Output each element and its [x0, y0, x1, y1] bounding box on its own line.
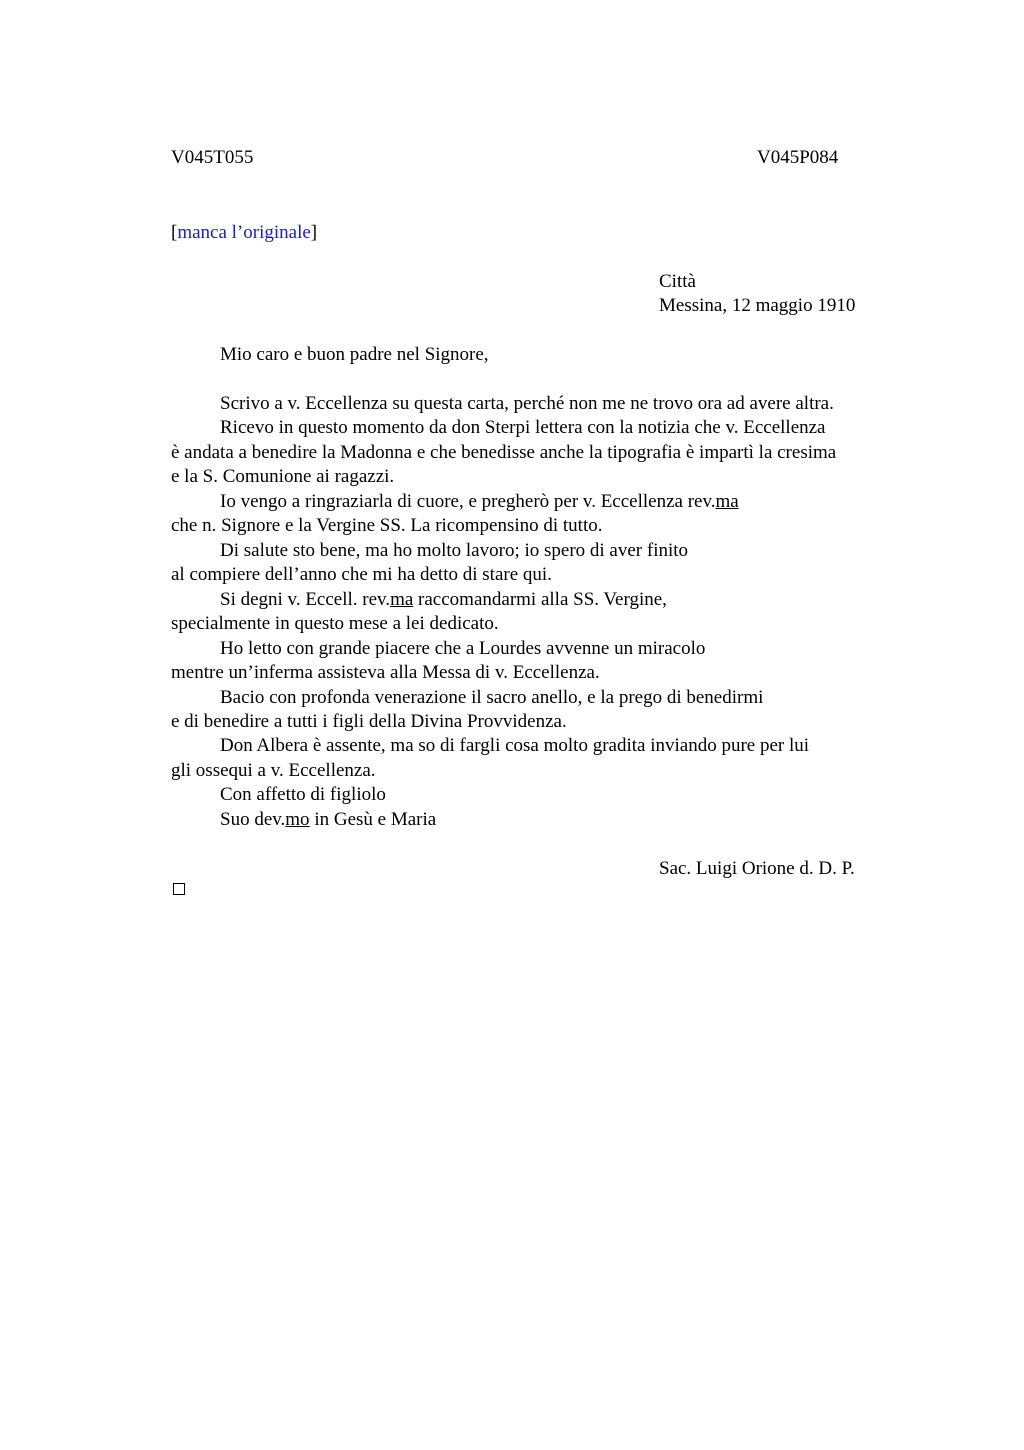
body-line: e la S. Comunione ai ragazzi. [171, 466, 395, 487]
end-marker-square-icon [173, 883, 185, 895]
body-line: e di benedire a tutti i figli della Divina Provvidenza. [171, 711, 567, 732]
editorial-note [171, 221, 317, 245]
body-text: raccomandarmi alla SS. Vergine, [413, 589, 667, 610]
note-open-bracket: [ [171, 222, 178, 243]
salutation: Mio caro e buon padre nel Signore, [220, 344, 489, 365]
body-line: Scrivo a v. Eccellenza su questa carta, perché non me ne trovo ora ad avere altra. [220, 393, 834, 414]
body-line: gli ossequi a v. Eccellenza. [171, 760, 376, 781]
body-line: Bacio con profonda venerazione il sacro anello, e la prego di benedirmi [220, 687, 764, 708]
note-text: manca l’originale [177, 222, 311, 243]
body-line: Don Albera è assente, ma so di fargli cosa molto gradita inviando pure per lui [220, 735, 810, 756]
body-line [220, 588, 667, 612]
body-line: Ricevo in questo momento da don Sterpi lettera con la notizia che v. Eccellenza [220, 417, 826, 438]
note-close-bracket: ] [310, 222, 318, 243]
document-code-left: V045T055 [171, 147, 254, 168]
body-line: è andata a benedire la Madonna e che benedisse anche la tipografia è impartì la cresima [171, 442, 837, 463]
body-line: Con affetto di figliolo [220, 784, 386, 805]
body-text: in Gesù e Maria [309, 809, 437, 830]
place-city: Città [659, 271, 696, 292]
abbreviation-suffix: mo [285, 809, 310, 830]
signature: Sac. Luigi Orione d. D. P. [659, 858, 855, 879]
body-line: che n. Signore e la Vergine SS. La ricompensino di tutto. [171, 515, 603, 536]
abbreviation-suffix: ma [715, 491, 739, 512]
abbreviation-suffix: ma [390, 589, 414, 610]
body-line: mentre un’inferma assisteva alla Messa di v. Eccellenza. [171, 662, 600, 683]
document-code-right: V045P084 [757, 147, 839, 168]
body-line: al compiere dell’anno che mi ha detto di stare qui. [171, 564, 552, 585]
place-date: Messina, 12 maggio 1910 [659, 295, 856, 316]
body-line [220, 808, 436, 832]
body-line: Di salute sto bene, ma ho molto lavoro; io spero di aver finito [220, 540, 689, 561]
body-text: Io vengo a ringraziarla di cuore, e pregherò per v. Eccellenza rev. [220, 491, 716, 512]
body-text: Suo dev. [220, 809, 286, 830]
body-text: Si degni v. Eccell. rev. [220, 589, 391, 610]
body-line [220, 490, 739, 514]
body-line: Ho letto con grande piacere che a Lourdes avvenne un miracolo [220, 638, 706, 659]
body-line: specialmente in questo mese a lei dedicato. [171, 613, 499, 634]
